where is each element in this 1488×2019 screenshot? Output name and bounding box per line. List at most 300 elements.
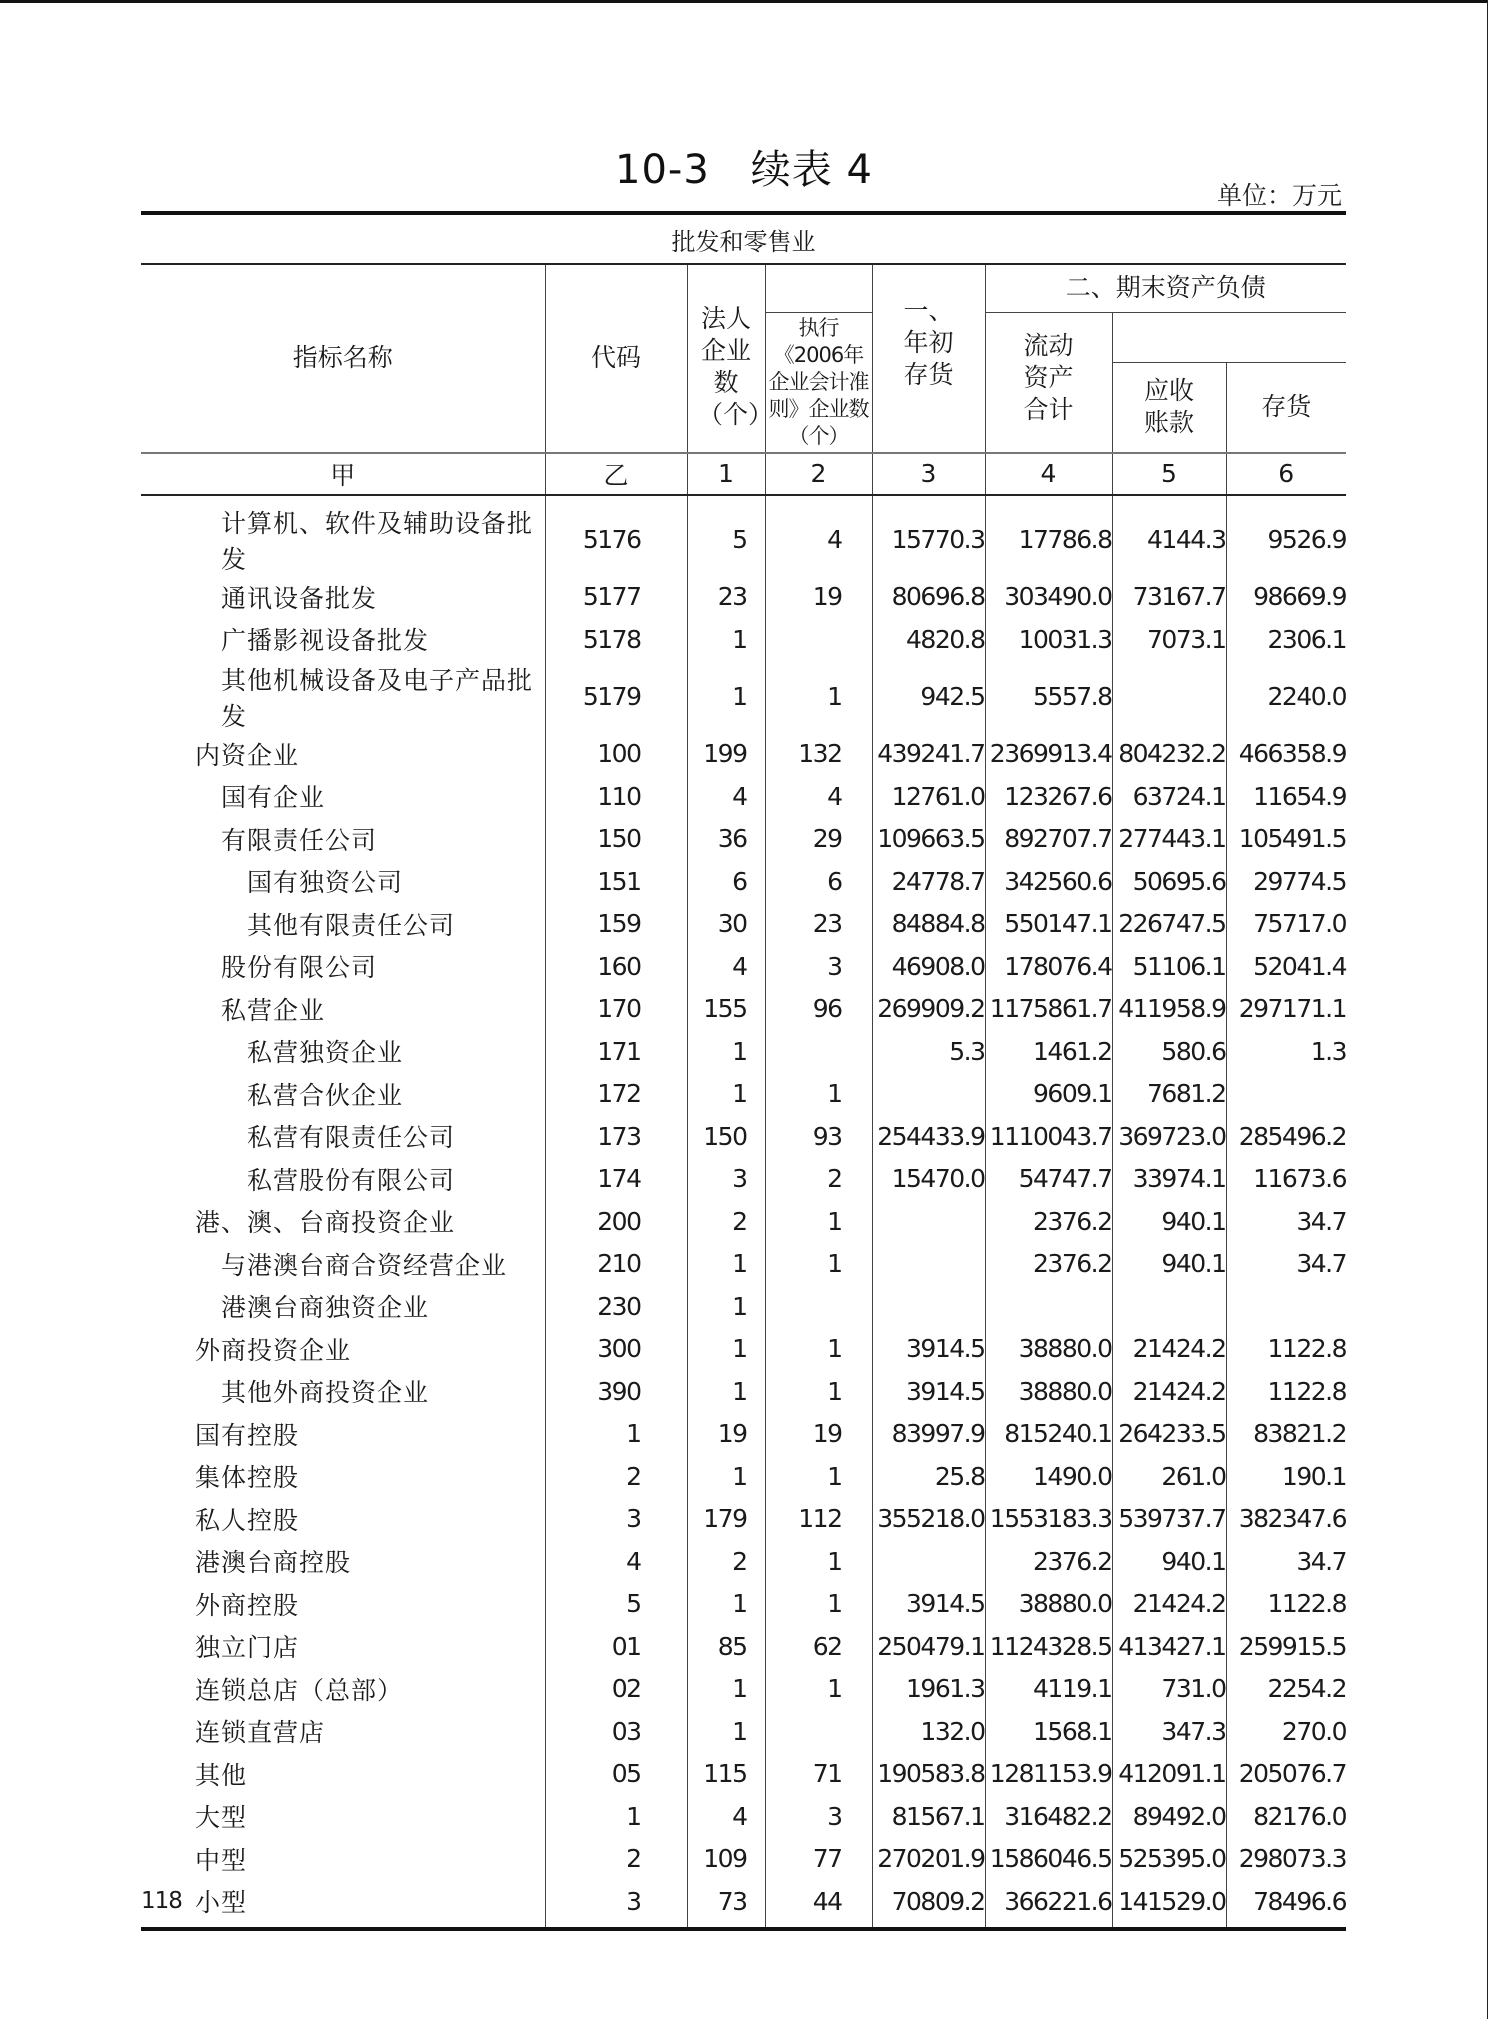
header-2006-standard [765, 312, 872, 453]
cell-receivables: 141529.0 [1112, 1880, 1226, 1929]
sector-title: 批发和零售业 [141, 213, 1346, 264]
cell-code: 171 [545, 1030, 687, 1073]
table-row [141, 1498, 1346, 1541]
cell-2006-standard: 77 [765, 1838, 872, 1881]
cell-legal-entities: 2 [687, 1200, 765, 1243]
column-number: 乙 [545, 453, 687, 495]
cell-code: 110 [545, 775, 687, 818]
cell-legal-entities: 36 [687, 818, 765, 861]
table-row [141, 1795, 1346, 1838]
cell-2006-standard: 2 [765, 1158, 872, 1201]
cell-receivables: 264233.5 [1112, 1413, 1226, 1456]
cell-opening-inventory: 190583.8 [872, 1753, 985, 1796]
cell-2006-standard: 1 [765, 1668, 872, 1711]
cell-code: 5179 [545, 661, 687, 733]
cell-receivables: 731.0 [1112, 1668, 1226, 1711]
cell-code: 200 [545, 1200, 687, 1243]
cell-indicator-name: 有限责任公司 [221, 825, 378, 855]
cell-code: 5177 [545, 576, 687, 619]
cell-inventory: 34.7 [1226, 1243, 1346, 1286]
cell-legal-entities: 109 [687, 1838, 765, 1881]
cell-indicator-name: 连锁直营店 [195, 1718, 326, 1748]
cell-inventory: 1122.8 [1226, 1370, 1346, 1413]
cell-2006-standard: 96 [765, 988, 872, 1031]
cell-opening-inventory: 3914.5 [872, 1328, 985, 1371]
cell-indicator-name: 中型 [195, 1845, 248, 1875]
cell-receivables: 226747.5 [1112, 903, 1226, 946]
cell-current-assets: 38880.0 [985, 1328, 1112, 1371]
cell-legal-entities: 115 [687, 1753, 765, 1796]
cell-code: 174 [545, 1158, 687, 1201]
cell-inventory: 298073.3 [1226, 1838, 1346, 1881]
cell-code: 1 [545, 1413, 687, 1456]
cell-legal-entities: 4 [687, 1795, 765, 1838]
cell-2006-standard: 29 [765, 818, 872, 861]
cell-inventory: 1.3 [1226, 1030, 1346, 1073]
cell-legal-entities: 1 [687, 1710, 765, 1753]
cell-indicator-name: 私人控股 [195, 1505, 300, 1535]
cell-code: 5178 [545, 618, 687, 661]
cell-code: 173 [545, 1115, 687, 1158]
cell-2006-standard: 62 [765, 1625, 872, 1668]
cell-inventory: 466358.9 [1226, 733, 1346, 776]
cell-code: 230 [545, 1285, 687, 1328]
cell-receivables: 940.1 [1112, 1200, 1226, 1243]
cell-receivables: 539737.7 [1112, 1498, 1226, 1541]
cell-current-assets: 1281153.9 [985, 1753, 1112, 1796]
cell-current-assets: 1175861.7 [985, 988, 1112, 1031]
cell-inventory [1226, 1073, 1346, 1116]
cell-current-assets: 1110043.7 [985, 1115, 1112, 1158]
cell-2006-standard: 1 [765, 661, 872, 733]
column-number: 4 [985, 453, 1112, 495]
cell-inventory: 34.7 [1226, 1540, 1346, 1583]
cell-inventory: 83821.2 [1226, 1413, 1346, 1456]
header-receivables [1112, 362, 1226, 452]
cell-indicator-name: 内资企业 [195, 740, 300, 770]
cell-indicator-name: 国有企业 [221, 783, 326, 813]
cell-legal-entities: 1 [687, 1370, 765, 1413]
cell-opening-inventory: 269909.2 [872, 988, 985, 1031]
cell-2006-standard: 1 [765, 1583, 872, 1626]
cell-legal-entities: 1 [687, 1583, 765, 1626]
cell-current-assets: 1568.1 [985, 1710, 1112, 1753]
cell-2006-standard: 71 [765, 1753, 872, 1796]
cell-inventory: 1122.8 [1226, 1583, 1346, 1626]
table-row [141, 860, 1346, 903]
page-top-border [0, 0, 1488, 3]
cell-indicator-name: 通讯设备批发 [221, 583, 378, 613]
cell-2006-standard: 4 [765, 775, 872, 818]
cell-code: 172 [545, 1073, 687, 1116]
cell-code: 3 [545, 1880, 687, 1929]
table-row [141, 1625, 1346, 1668]
cell-indicator-name: 国有控股 [195, 1420, 300, 1450]
table-row [141, 1753, 1346, 1796]
header-end-assets-group: 二、期末资产负债 [985, 264, 1346, 312]
cell-indicator-name: 外商控股 [195, 1590, 300, 1620]
cell-indicator-name: 私营股份有限公司 [247, 1165, 456, 1195]
cell-legal-entities: 85 [687, 1625, 765, 1668]
cell-current-assets: 1586046.5 [985, 1838, 1112, 1881]
cell-code: 159 [545, 903, 687, 946]
cell-code: 150 [545, 818, 687, 861]
cell-code: 300 [545, 1328, 687, 1371]
table-row [141, 1455, 1346, 1498]
cell-legal-entities: 4 [687, 945, 765, 988]
cell-legal-entities: 4 [687, 775, 765, 818]
cell-2006-standard: 23 [765, 903, 872, 946]
column-number: 5 [1112, 453, 1226, 495]
cell-current-assets: 892707.7 [985, 818, 1112, 861]
cell-code: 390 [545, 1370, 687, 1413]
cell-current-assets: 178076.4 [985, 945, 1112, 988]
cell-2006-standard: 1 [765, 1328, 872, 1371]
cell-legal-entities: 150 [687, 1115, 765, 1158]
cell-opening-inventory: 15770.3 [872, 495, 985, 576]
table-row [141, 1880, 1346, 1929]
table-row [141, 1158, 1346, 1201]
cell-opening-inventory: 5.3 [872, 1030, 985, 1073]
cell-receivables: 369723.0 [1112, 1115, 1226, 1158]
cell-2006-standard: 1 [765, 1540, 872, 1583]
cell-opening-inventory: 250479.1 [872, 1625, 985, 1668]
cell-legal-entities: 1 [687, 1073, 765, 1116]
cell-legal-entities: 1 [687, 1668, 765, 1711]
table-row [141, 1328, 1346, 1371]
cell-indicator-name: 私营独资企业 [247, 1038, 404, 1068]
page-number: 118 [141, 1888, 182, 1914]
column-number: 甲 [141, 453, 545, 495]
cell-current-assets: 2376.2 [985, 1243, 1112, 1286]
cell-current-assets: 38880.0 [985, 1370, 1112, 1413]
cell-2006-standard: 19 [765, 1413, 872, 1456]
cell-inventory: 2306.1 [1226, 618, 1346, 661]
column-number: 6 [1226, 453, 1346, 495]
cell-2006-standard: 6 [765, 860, 872, 903]
cell-receivables: 21424.2 [1112, 1328, 1226, 1371]
header-legal-entities-text: 法人企业数（个） [698, 304, 774, 430]
cell-receivables [1112, 1285, 1226, 1328]
cell-code: 4 [545, 1540, 687, 1583]
cell-legal-entities: 179 [687, 1498, 765, 1541]
cell-2006-standard: 1 [765, 1455, 872, 1498]
table-row [141, 495, 1346, 576]
cell-opening-inventory: 1961.3 [872, 1668, 985, 1711]
cell-receivables: 89492.0 [1112, 1795, 1226, 1838]
cell-receivables: 50695.6 [1112, 860, 1226, 903]
table-row [141, 1710, 1346, 1753]
cell-opening-inventory: 109663.5 [872, 818, 985, 861]
cell-inventory: 2254.2 [1226, 1668, 1346, 1711]
cell-code: 03 [545, 1710, 687, 1753]
cell-legal-entities: 30 [687, 903, 765, 946]
cell-inventory: 285496.2 [1226, 1115, 1346, 1158]
cell-2006-standard: 4 [765, 495, 872, 576]
header-current-assets-text: 流动资产合计 [1023, 331, 1074, 424]
cell-legal-entities: 2 [687, 1540, 765, 1583]
cell-2006-standard [765, 1030, 872, 1073]
cell-legal-entities: 19 [687, 1413, 765, 1456]
table-row [141, 618, 1346, 661]
header-2006-standard-text: 执行《2006年企业会计准则》企业数（个） [768, 315, 869, 448]
cell-inventory: 297171.1 [1226, 988, 1346, 1031]
table-body [141, 495, 1346, 1929]
table-row [141, 1370, 1346, 1413]
table-row [141, 988, 1346, 1031]
cell-indicator-name: 外商投资企业 [195, 1335, 352, 1365]
cell-2006-standard: 19 [765, 576, 872, 619]
cell-receivables: 51106.1 [1112, 945, 1226, 988]
cell-receivables [1112, 661, 1226, 733]
cell-indicator-name: 广播影视设备批发 [221, 626, 430, 656]
cell-opening-inventory: 25.8 [872, 1455, 985, 1498]
header-code: 代码 [545, 264, 687, 453]
cell-opening-inventory: 3914.5 [872, 1370, 985, 1413]
cell-current-assets: 1124328.5 [985, 1625, 1112, 1668]
cell-current-assets: 123267.6 [985, 775, 1112, 818]
cell-indicator-name: 其他 [195, 1760, 248, 1790]
table-row [141, 661, 1346, 733]
cell-indicator-name: 其他有限责任公司 [247, 910, 456, 940]
table-row [141, 945, 1346, 988]
cell-opening-inventory: 132.0 [872, 1710, 985, 1753]
cell-current-assets: 1461.2 [985, 1030, 1112, 1073]
cell-code: 160 [545, 945, 687, 988]
cell-receivables: 73167.7 [1112, 576, 1226, 619]
cell-current-assets: 2369913.4 [985, 733, 1112, 776]
cell-current-assets: 2376.2 [985, 1540, 1112, 1583]
cell-current-assets [985, 1285, 1112, 1328]
cell-opening-inventory: 24778.7 [872, 860, 985, 903]
cell-opening-inventory [872, 1285, 985, 1328]
column-number: 1 [687, 453, 765, 495]
table-row [141, 1243, 1346, 1286]
cell-current-assets: 550147.1 [985, 903, 1112, 946]
cell-2006-standard: 112 [765, 1498, 872, 1541]
cell-indicator-name: 私营企业 [221, 995, 326, 1025]
cell-legal-entities: 3 [687, 1158, 765, 1201]
cell-opening-inventory: 942.5 [872, 661, 985, 733]
header-legal-entities-sub-spacer [765, 264, 872, 312]
cell-current-assets: 366221.6 [985, 1880, 1112, 1929]
cell-2006-standard: 3 [765, 945, 872, 988]
cell-receivables: 21424.2 [1112, 1370, 1226, 1413]
cell-inventory: 11654.9 [1226, 775, 1346, 818]
cell-receivables: 7681.2 [1112, 1073, 1226, 1116]
cell-receivables: 4144.3 [1112, 495, 1226, 576]
cell-receivables: 413427.1 [1112, 1625, 1226, 1668]
cell-opening-inventory: 46908.0 [872, 945, 985, 988]
header-legal-entities [687, 264, 774, 453]
cell-inventory: 382347.6 [1226, 1498, 1346, 1541]
cell-receivables: 347.3 [1112, 1710, 1226, 1753]
cell-2006-standard: 1 [765, 1243, 872, 1286]
table-row [141, 733, 1346, 776]
cell-receivables: 261.0 [1112, 1455, 1226, 1498]
cell-inventory: 78496.6 [1226, 1880, 1346, 1929]
cell-legal-entities: 199 [687, 733, 765, 776]
cell-opening-inventory: 4820.8 [872, 618, 985, 661]
cell-legal-entities: 1 [687, 1030, 765, 1073]
cell-opening-inventory [872, 1540, 985, 1583]
cell-receivables: 525395.0 [1112, 1838, 1226, 1881]
cell-opening-inventory [872, 1243, 985, 1286]
unit-label: 单位：万元 [1216, 181, 1342, 210]
cell-indicator-name: 股份有限公司 [221, 953, 378, 983]
cell-current-assets: 316482.2 [985, 1795, 1112, 1838]
column-number-row [141, 453, 1346, 495]
cell-current-assets: 10031.3 [985, 618, 1112, 661]
cell-inventory: 2240.0 [1226, 661, 1346, 733]
table-row [141, 1583, 1346, 1626]
cell-2006-standard: 1 [765, 1200, 872, 1243]
cell-receivables: 33974.1 [1112, 1158, 1226, 1201]
cell-opening-inventory: 3914.5 [872, 1583, 985, 1626]
cell-receivables: 63724.1 [1112, 775, 1226, 818]
header-inventory: 存货 [1226, 362, 1346, 452]
table-row [141, 1668, 1346, 1711]
cell-opening-inventory: 70809.2 [872, 1880, 985, 1929]
cell-2006-standard: 44 [765, 1880, 872, 1929]
cell-indicator-name: 港澳台商控股 [195, 1548, 352, 1578]
cell-current-assets: 9609.1 [985, 1073, 1112, 1116]
cell-indicator-name: 其他机械设备及电子产品批发 [221, 665, 534, 731]
header-opening-inventory [872, 264, 985, 453]
cell-2006-standard: 1 [765, 1073, 872, 1116]
cell-opening-inventory: 12761.0 [872, 775, 985, 818]
cell-code: 01 [545, 1625, 687, 1668]
cell-current-assets: 4119.1 [985, 1668, 1112, 1711]
cell-indicator-name: 小型 [141, 1880, 545, 1929]
cell-2006-standard [765, 1285, 872, 1328]
cell-code: 170 [545, 988, 687, 1031]
cell-inventory: 82176.0 [1226, 1795, 1346, 1838]
table-row [141, 1413, 1346, 1456]
cell-code: 2 [545, 1838, 687, 1881]
table-title: 10-3 续表 4 [615, 147, 873, 193]
cell-inventory: 259915.5 [1226, 1625, 1346, 1668]
column-number: 2 [765, 453, 872, 495]
cell-indicator-name: 独立门店 [195, 1633, 300, 1663]
cell-legal-entities: 1 [687, 1455, 765, 1498]
cell-legal-entities: 5 [687, 495, 765, 576]
header-indicator-name: 指标名称 [141, 264, 545, 453]
cell-code: 151 [545, 860, 687, 903]
table-row [141, 1115, 1346, 1158]
cell-inventory: 75717.0 [1226, 903, 1346, 946]
table-row [141, 775, 1346, 818]
cell-legal-entities: 1 [687, 661, 765, 733]
cell-inventory: 205076.7 [1226, 1753, 1346, 1796]
cell-opening-inventory: 83997.9 [872, 1413, 985, 1456]
statistics-table [141, 211, 1346, 1931]
cell-code: 2 [545, 1455, 687, 1498]
cell-indicator-name: 连锁总店（总部） [195, 1675, 404, 1705]
cell-code: 5 [545, 1583, 687, 1626]
cell-indicator-name: 国有独资公司 [247, 868, 404, 898]
cell-legal-entities: 1 [687, 1328, 765, 1371]
cell-inventory: 190.1 [1226, 1455, 1346, 1498]
cell-opening-inventory: 439241.7 [872, 733, 985, 776]
sector-row [141, 213, 1346, 264]
cell-legal-entities: 155 [687, 988, 765, 1031]
cell-inventory: 34.7 [1226, 1200, 1346, 1243]
cell-inventory: 270.0 [1226, 1710, 1346, 1753]
cell-code: 05 [545, 1753, 687, 1796]
cell-legal-entities: 1 [687, 618, 765, 661]
cell-code: 3 [545, 1498, 687, 1541]
cell-2006-standard: 132 [765, 733, 872, 776]
cell-opening-inventory: 355218.0 [872, 1498, 985, 1541]
cell-inventory: 9526.9 [1226, 495, 1346, 576]
cell-opening-inventory [872, 1073, 985, 1116]
cell-current-assets: 342560.6 [985, 860, 1112, 903]
cell-legal-entities: 73 [687, 1880, 765, 1929]
cell-code: 210 [545, 1243, 687, 1286]
cell-current-assets: 815240.1 [985, 1413, 1112, 1456]
cell-2006-standard: 1 [765, 1370, 872, 1413]
cell-2006-standard: 93 [765, 1115, 872, 1158]
cell-current-assets: 54747.7 [985, 1158, 1112, 1201]
cell-inventory: 11673.6 [1226, 1158, 1346, 1201]
column-number: 3 [872, 453, 985, 495]
table-row [141, 1285, 1346, 1328]
cell-indicator-name: 港澳台商独资企业 [221, 1293, 430, 1323]
cell-current-assets: 2376.2 [985, 1200, 1112, 1243]
cell-opening-inventory: 254433.9 [872, 1115, 985, 1158]
cell-inventory [1226, 1285, 1346, 1328]
cell-opening-inventory [872, 1200, 985, 1243]
table-row [141, 1073, 1346, 1116]
cell-indicator-name: 计算机、软件及辅助设备批发 [221, 508, 534, 574]
cell-indicator-name: 港、澳、台商投资企业 [195, 1208, 456, 1238]
cell-2006-standard [765, 1710, 872, 1753]
cell-inventory: 52041.4 [1226, 945, 1346, 988]
header-row-1 [141, 264, 1346, 312]
cell-receivables: 412091.1 [1112, 1753, 1226, 1796]
cell-opening-inventory: 84884.8 [872, 903, 985, 946]
table-row [141, 1838, 1346, 1881]
cell-receivables: 277443.1 [1112, 818, 1226, 861]
header-opening-inventory-text: 一、年初存货 [903, 296, 954, 390]
cell-legal-entities: 1 [687, 1243, 765, 1286]
table-row [141, 1030, 1346, 1073]
cell-code: 02 [545, 1668, 687, 1711]
cell-opening-inventory: 270201.9 [872, 1838, 985, 1881]
cell-receivables: 7073.1 [1112, 618, 1226, 661]
cell-code: 100 [545, 733, 687, 776]
cell-inventory: 1122.8 [1226, 1328, 1346, 1371]
cell-receivables: 940.1 [1112, 1243, 1226, 1286]
cell-indicator-name: 与港澳台商合资经营企业 [221, 1250, 508, 1280]
cell-opening-inventory: 15470.0 [872, 1158, 985, 1201]
cell-current-assets: 1490.0 [985, 1455, 1112, 1498]
cell-legal-entities: 6 [687, 860, 765, 903]
cell-legal-entities: 1 [687, 1285, 765, 1328]
table-row [141, 818, 1346, 861]
cell-code: 5176 [545, 495, 687, 576]
cell-receivables: 21424.2 [1112, 1583, 1226, 1626]
table-row [141, 903, 1346, 946]
cell-inventory: 98669.9 [1226, 576, 1346, 619]
cell-receivables: 411958.9 [1112, 988, 1226, 1031]
cell-indicator-name: 集体控股 [195, 1463, 300, 1493]
table-row [141, 576, 1346, 619]
cell-current-assets: 1553183.3 [985, 1498, 1112, 1541]
cell-legal-entities: 23 [687, 576, 765, 619]
cell-current-assets: 17786.8 [985, 495, 1112, 576]
